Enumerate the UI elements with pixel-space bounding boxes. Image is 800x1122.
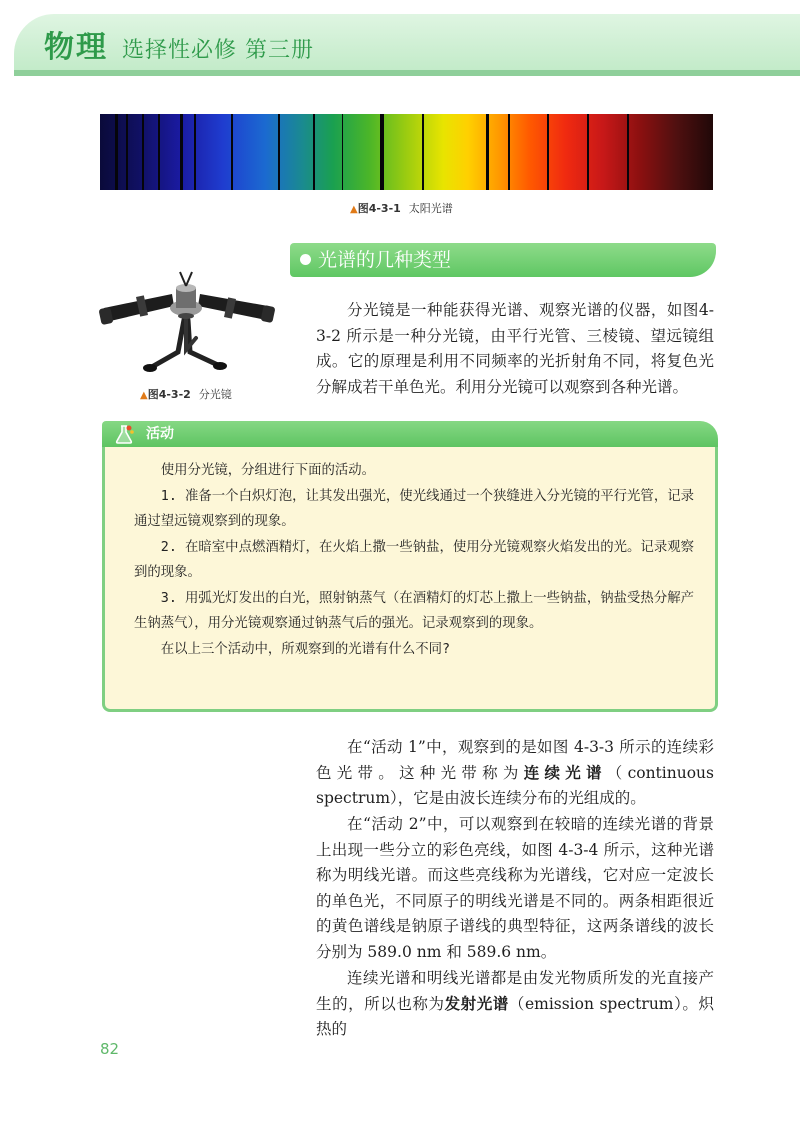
figure-number: 图4-3-2 — [147, 388, 191, 401]
section-title: 光谱的几种类型 — [318, 249, 452, 271]
activity-question: 在以上三个活动中，所观察到的光谱有什么不同? — [160, 641, 451, 657]
flask-icon — [113, 423, 135, 445]
activity-step-2: 2. 在暗室中点燃酒精灯，在火焰上撒一些钠盐，使用分光镜观察火焰发出的光。记录观察到的现象。 — [134, 539, 694, 580]
activity-header-tab — [102, 421, 718, 447]
figure-4-3-1-caption — [350, 200, 453, 216]
activity-content — [134, 458, 694, 662]
figure-4-3-2-caption — [140, 386, 232, 402]
activity-step-1: 1. 准备一个白炽灯泡，让其发出强光，使光线通过一个狭缝进入分光镜的平行光管，记录通过望远镜观察到的现象。 — [134, 488, 694, 529]
page-number: 82 — [100, 1040, 120, 1058]
header-book-title: 选择性必修 第三册 — [122, 38, 314, 63]
caption-triangle-icon: ▲ — [140, 390, 148, 401]
paragraph-bright-line-spectrum: 在“活动 2”中，可以观察到在较暗的连续光谱的背景上出现一些分立的彩色亮线，如图 4-3-4 所示，这种光谱称为明线光谱。而这些亮线称为光谱线，它对应一定波长的单色光，不同原子的明线光谱是不同的。两条相距很近的黄色谱线是钠原子谱线的典型特征，这两条谱线的波长分别为 589.0 nm 和 589.6 nm。 — [316, 815, 714, 961]
activity-step-3: 3. 用弧光灯发出的白光，照射钠蒸气（在酒精灯的灯芯上撒上一些钠盐，钠盐受热分解产生钠蒸气），用分光镜观察通过钠蒸气后的强光。记录观察到的现象。 — [134, 590, 694, 631]
activity-title: 活动 — [146, 426, 174, 442]
header-underline — [14, 70, 800, 76]
paragraph-text: 连续光谱和明线光谱都是由发光物质所发的光直接产生的，所以也称为 — [316, 969, 714, 1013]
term-emission-spectrum: 发射光谱 — [444, 994, 509, 1013]
intro-paragraph: 分光镜是一种能获得光谱、观察光谱的仪器，如图4-3-2 所示是一种分光镜，由平行光管、三棱镜、望远镜组成。它的原理是利用不同频率的光折射角不同，将复色光分解成若干单色光。利用分光镜可以观察到各种光谱。 — [316, 301, 714, 396]
figure-number: 图4-3-1 — [357, 202, 401, 215]
activity-intro: 使用分光镜，分组进行下面的活动。 — [160, 463, 376, 478]
term-continuous-spectrum: 连续光谱 — [523, 763, 607, 782]
caption-triangle-icon: ▲ — [350, 204, 358, 215]
paragraph-text: （continuous spectrum），它是由波长连续分布的光组成的。 — [316, 763, 714, 808]
spectroscope-image — [92, 268, 282, 376]
solar-spectrum-image — [100, 114, 713, 190]
paragraph-text: 在“活动 1”中，观察到的是如图 4-3-3 所示的连续彩色光带。这种光带称为 — [316, 738, 714, 782]
paragraph-text: （emission spectrum）。炽热的 — [316, 994, 714, 1039]
figure-caption-text: 太阳光谱 — [408, 202, 453, 215]
paragraph-emission-spectrum — [316, 966, 714, 1043]
header-subject: 物理 — [44, 30, 108, 65]
section-bullet-icon — [300, 254, 311, 265]
paragraph-continuous-spectrum — [316, 735, 714, 812]
figure-caption-text: 分光镜 — [198, 388, 232, 401]
